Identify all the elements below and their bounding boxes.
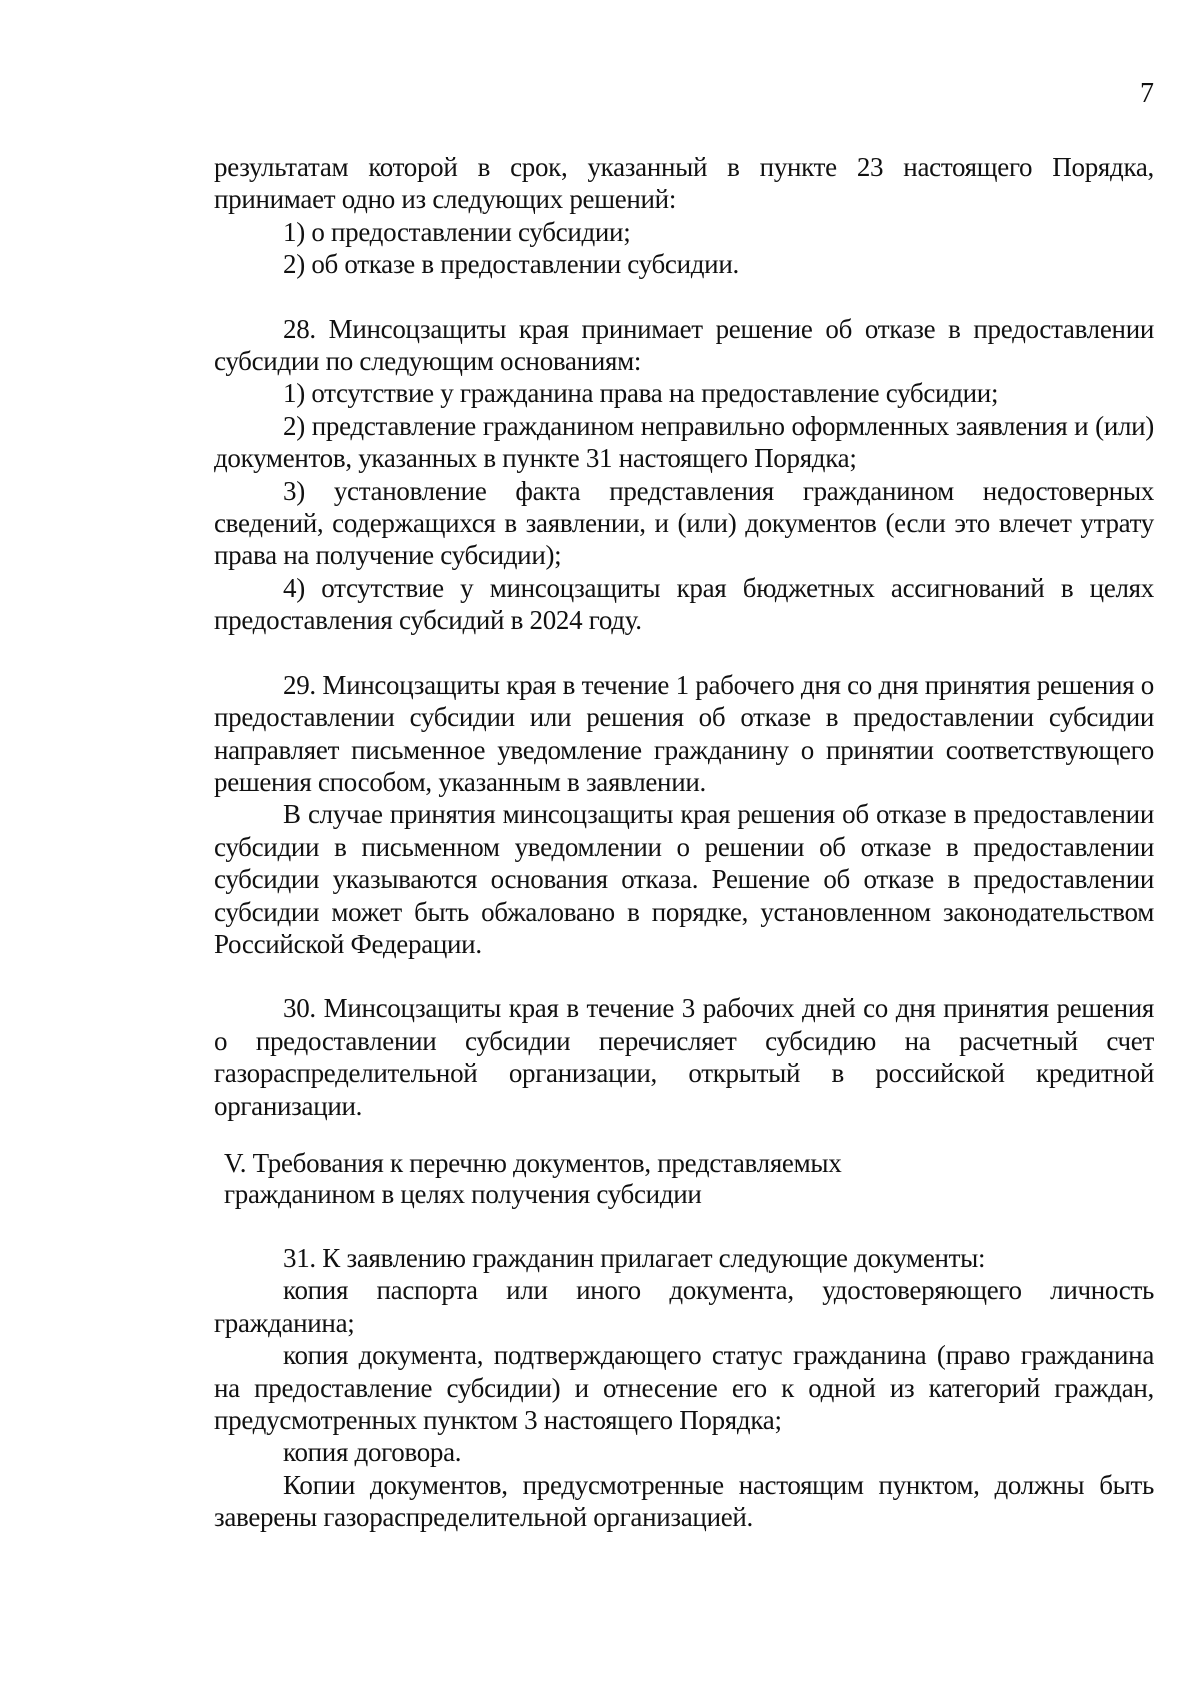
section-heading-line-1: V. Требования к перечню документов, представляемых (224, 1147, 842, 1178)
paragraph: 28. Минсоцзащиты края принимает решение об отказе в предоставлении субсидии по следующим основаниям: (214, 313, 1154, 377)
paragraph-28 (214, 313, 1154, 637)
section-heading-line-2: гражданином в целях получения субсидии (224, 1178, 702, 1209)
page-number: 7 (1140, 78, 1154, 109)
paragraph: 29. Минсоцзащиты края в течение 1 рабочего дня со дня принятия решения о предоставлении субсидии или решения об отказе в предоставлении субсидии направляет письменное уведомление гражданину о принятии соответствующего решения способом, указанным в заявлении. (214, 669, 1154, 797)
list-item: копия паспорта или иного документа, удостоверяющего личность гражданина; (214, 1275, 1154, 1338)
paragraph-27-continuation (214, 151, 1154, 281)
section-heading (214, 1148, 1154, 1210)
paragraph-31 (214, 1242, 1154, 1534)
paragraph-30 (214, 992, 1154, 1122)
list-item: 3) установление факта представления гражданином недостоверных сведений, содержащихся в заявлении, и (или) документов (если это влечет утрату права на получение субсидии); (214, 475, 1154, 571)
list-item: копия договора. (283, 1437, 462, 1468)
list-item: 2) представление гражданином неправильно оформленных заявления и (или) документов, указанных в пункте 31 настоящего Порядка; (214, 410, 1154, 474)
paragraph: 30. Минсоцзащиты края в течение 3 рабочих дней со дня принятия решения о предоставлении субсидии перечисляет субсидию на расчетный счет газораспределительной организации, открытый в российской кредитной организации. (214, 993, 1154, 1121)
list-item: 1) отсутствие у гражданина права на предоставление субсидии; (283, 378, 999, 409)
paragraph: 31. К заявлению гражданин прилагает следующие документы: (283, 1242, 986, 1273)
paragraph-29 (214, 669, 1154, 961)
list-item: 1) о предоставлении субсидии; (283, 216, 631, 247)
paragraph: В случае принятия минсоцзащиты края решения об отказе в предоставлении субсидии в письменном уведомлении о решении об отказе в предоставлении субсидии указываются основания отказа. Решение об отказе в предоставлении субсидии может быть обжаловано в порядке, установленном законодательством Российской Федерации. (214, 799, 1154, 959)
list-item: 4) отсутствие у минсоцзащиты края бюджетных ассигнований в целях предоставления субсидий в 2024 году. (214, 572, 1154, 636)
list-item: копия документа, подтверждающего статус гражданина (право гражданина на предоставление субсидии) и отнесение его к одной из категорий граждан, предусмотренных пунктом 3 настоящего Порядка; (214, 1340, 1154, 1435)
document-body (214, 151, 1154, 1534)
paragraph: Копии документов, предусмотренные настоящим пунктом, должны быть заверены газораспределительной организацией. (214, 1469, 1154, 1533)
paragraph: результатам которой в срок, указанный в пункте 23 настоящего Порядка, принимает одно из следующих решений: (214, 152, 1154, 215)
list-item: 2) об отказе в предоставлении субсидии. (283, 249, 739, 280)
